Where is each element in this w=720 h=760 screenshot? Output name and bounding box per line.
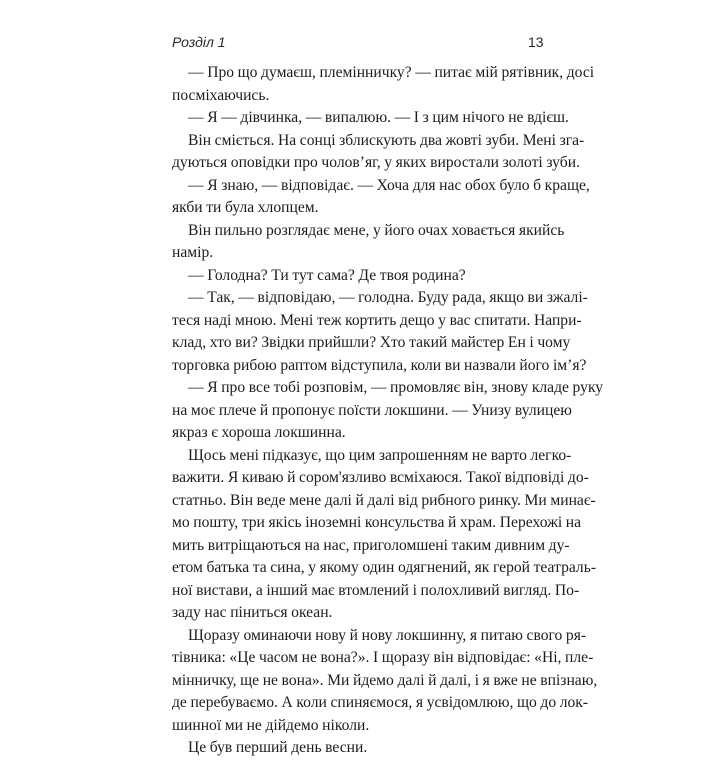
text-line: важити. Я киваю й сором'язливо всміхаюся. Такої відповіді до- bbox=[172, 469, 589, 486]
text-line: на моє плече й пропонує поїсти локшини. — Унизу вулицею bbox=[172, 401, 572, 419]
text-line: ної вистави, а інший має втомлений і полохливий вигляд. По- bbox=[172, 581, 580, 599]
text-line: якраз є хороша локшинна. bbox=[172, 424, 346, 441]
text-line: мінничку, ще не вона». Ми йдемо далі й далі, і я вже не впізнаю, bbox=[172, 671, 598, 689]
text-line: теся наді мною. Мені теж кортить дещо у вас спитати. Напри- bbox=[172, 311, 582, 329]
text-line: якби ти була хлопцем. bbox=[172, 199, 319, 216]
text-line: — Так, — відповідаю, — голодна. Буду рада, якщо ви зжалі- bbox=[188, 289, 588, 306]
text-line: Це був перший день весни. bbox=[188, 739, 368, 756]
text-line: етом батька та сина, у якому один одягнений, як герой театраль- bbox=[172, 559, 597, 576]
text-line: клад, хто ви? Звідки прийшли? Хто такий майстер Ен і чому bbox=[172, 334, 571, 351]
running-head-chapter: Розділ 1 bbox=[172, 34, 226, 50]
text-line: Він сміється. На сонці зблискують два жовті зуби. Мені зга- bbox=[188, 131, 585, 149]
text-line: Він пильно розглядає мене, у його очах ховається якийсь bbox=[188, 221, 565, 239]
text-line: дуються оповідки про чоловʼяг, у яких виростали золоті зуби. bbox=[172, 154, 580, 171]
text-line: посміхаючись. bbox=[172, 86, 270, 104]
text-line: де перебуваємо. А коли спиняємося, я усвідомлюю, що до лок- bbox=[172, 694, 589, 711]
text-line: — Голодна? Ти тут сама? Де твоя родина? bbox=[188, 266, 466, 284]
text-line: мо пошту, три якісь іноземні консульства й храм. Перехожі на bbox=[172, 514, 582, 531]
text-line: торговка рибою раптом відступила, коли ви назвали його імʼя? bbox=[172, 356, 587, 374]
text-line: Щось мені підказує, що цим запрошенням не варто легко- bbox=[188, 446, 572, 464]
page-number: 13 bbox=[528, 34, 544, 50]
text-line: намір. bbox=[172, 244, 214, 261]
text-line: статньо. Він веде мене далі й далі від рибного ринку. Ми минає- bbox=[172, 491, 596, 509]
text-line: тівника: «Це часом не вона?». І щоразу він відповідає: «Ні, пле- bbox=[172, 649, 594, 666]
text-line: — Я знаю, — відповідає. — Хоча для нас обох було б краще, bbox=[188, 176, 590, 194]
text-line: мить витріщаються на нас, приголомшені таким дивним ду- bbox=[172, 536, 570, 554]
text-line: — Про що думаєш, племінничку? — питає мій рятівник, досі bbox=[188, 64, 595, 81]
body-text bbox=[172, 62, 604, 760]
text-line: шинної ми не дійдемо ніколи. bbox=[172, 716, 370, 734]
text-line: Щоразу оминаючи нову й нову локшинну, я питаю свого ря- bbox=[188, 626, 587, 644]
text-line: заду нас піниться океан. bbox=[172, 604, 333, 621]
text-line: — Я — дівчинка, — випалюю. — І з цим нічого не вдієш. bbox=[188, 109, 569, 126]
text-line: — Я про все тобі розповім, — промовляє він, знову кладе руку bbox=[188, 379, 604, 396]
